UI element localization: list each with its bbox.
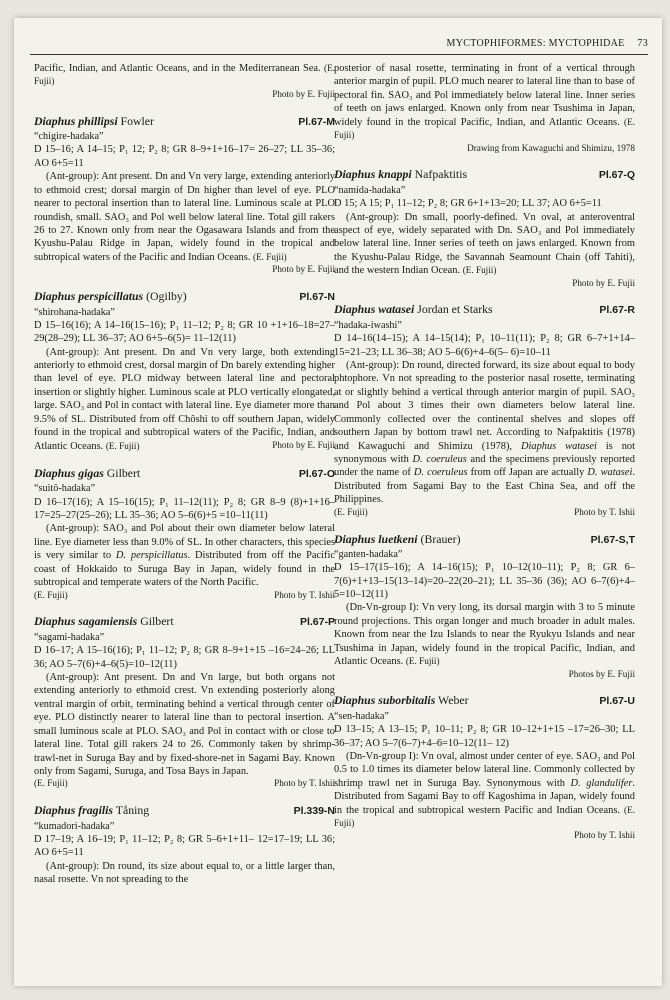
species-author: Weber — [438, 693, 469, 708]
species-heading — [34, 614, 335, 630]
japanese-name: “shirohana-hadaka” — [34, 306, 115, 318]
photo-credit: Photo by E. Fujii — [272, 264, 335, 275]
species-name: Diaphus gigas — [34, 465, 104, 480]
photo-credit: Photo by T. Ishii — [574, 830, 635, 841]
right-column — [334, 62, 635, 842]
plate-ref: Pl.67-N — [299, 291, 335, 304]
species-entry-knappi — [334, 167, 635, 289]
species-heading — [34, 803, 335, 819]
species-description: (Ant-group): Ant present. Dn and Vn large, but both organs not extending anteriorly to ethmoid crest. Vn extending posteriorly along ventral margin of orbit, terminating behind a vertical through center of eye. PLO distinctly nearer to lateral line than to pectoral insertion. A small luminous scale at PLO. SAO₃ and Pol in contact with or close to lateral line. Total gill rakers 24 to 26. Commonly taken by shrimp-trawl-net in Suruga Bay and by fixed-shore-net in Sagami Bay. Known only from Sagami, Suruga, and Tosa Bays in Japan. — [34, 671, 335, 777]
species-entry-watasei — [334, 302, 635, 518]
page-number: 73 — [637, 38, 648, 49]
japanese-name: “hadaka-iwashi” — [334, 320, 402, 331]
species-description: (Ant-group): Ant present. Dn and Vn very large, both extending anteriorly to ethmoid crest, dorsal margin of Dn barely extending higher than level of eye. PLO midway between lateral line and pectoral insertion or slightly higher. Luminous scale at PLO vertically elongated, large. SAO₃ and Pol in contact with lateral line. Eye diameter more than 9.5% of SL. Distributed from off Chôshi to off southern Japan, widely found in the tropical and subtropical waters of the Pacific, Indian, and Atlantic Oceans. (E. Fujii) Photo by E. Fujii — [34, 346, 335, 452]
japanese-name: “kumadori-hadaka” — [34, 820, 115, 832]
left-column — [34, 62, 335, 887]
species-description: (Ant-group): Dn round, its size about equal to, or a little larger than, nasal rosette. Vn not spreading to the — [34, 860, 335, 886]
credit-line: (E. Fujii) Photo by T. Ishii — [34, 778, 335, 789]
species-name: Diaphus phillipsi — [34, 113, 118, 128]
meristic-counts: D 15–16; A 14–15; P₁ 12; P₂ 8; GR 8–9+1+16–17= 26–27; LL 35–36; AO 6+5=11 — [34, 144, 335, 169]
japanese-name: “sen-hadaka” — [334, 710, 389, 722]
species-entry-luetkeni — [334, 532, 635, 681]
fragilis-continuation — [334, 62, 635, 154]
japanese-name: “sagami-hadaka” — [34, 631, 105, 643]
species-entry-gigas — [34, 466, 335, 602]
japanese-name: “suitô-hadaka” — [34, 483, 96, 495]
drawing-credit: Drawing from Kawaguchi and Shimizu, 1978 — [467, 142, 635, 153]
plate-ref: Pl.67-U — [599, 695, 635, 708]
species-description: (Ant-group): SAO₃ and Pol about their own diameter below lateral line. Eye diameter less than 9.0% of SL. In other characters, this species is very similar to D. perspicillatus. Distributed from off the Pacific coast of Hokkaido to Suruga Bay in Japan, widely found in the subtropical and temperate waters of the North Pacific. — [34, 523, 335, 589]
species-description: (Dn-Vn-group I): Vn oval, almost under center of eye. SAO₃ and Pol 0.5 to 1.0 times its diameter below lateral line. Commonly collected by shrimp trawl net in Suruga Bay. Synonymous with D. glandulifer. Distributed from Sagami Bay to off Kagoshima in Japan, widely found in the tropical and subtropical western Pacific and Indian Oceans. (E. Fujii) — [334, 750, 635, 829]
credit-line: (E. Fujii) Photo by T. Ishii — [34, 589, 335, 600]
photo-credit: Photo by T. Ishii — [274, 778, 335, 789]
species-author: Jordan et Starks — [417, 302, 493, 317]
plate-ref: Pl.67-M — [298, 115, 335, 128]
plate-ref: Pl.339-N — [293, 805, 335, 818]
species-description: (Ant-group): Dn small, poorly-defined. Vn oval, at anteroventral aspect of eye, widely separated with Dn. SAO₃ and Pol immediately below lateral line. Inner series of teeth on jaws enlarged. Known from the Kyushu-Palau Ridge, the Savannah Seamount Chain (off Tahiti), and the western Indian Ocean. (E. Fujii) — [334, 211, 635, 277]
species-heading — [334, 302, 635, 318]
japanese-name: “chigire-hadaka” — [34, 131, 104, 143]
species-heading — [34, 289, 335, 305]
plate-ref: Pl.67-P — [299, 616, 335, 629]
species-description: (Dn-Vn-group I): Vn very long, its dorsal margin with 3 to 5 minute round projections. This organ longer and much broader in adult males. Known from near the Izu Islands to near the Ryukyu Islands and near Tsushima in Japan, widely found in the tropical Pacific, Indian, and Atlantic Oceans. (E. Fujii) — [334, 602, 635, 668]
plate-ref: Pl.67-O — [298, 467, 335, 480]
species-name: Diaphus sagamiensis — [34, 614, 138, 629]
species-entry-phillipsi — [34, 114, 335, 276]
running-header — [30, 38, 648, 55]
photo-credit: Photos by E. Fujii — [568, 668, 635, 679]
meristic-counts: D 15; A 15; P₁ 11–12; P₂ 8; GR 6+1+13=20; LL 37; AO 6+5=11 — [334, 198, 602, 210]
species-name: Diaphus fragilis — [34, 803, 113, 818]
species-heading — [334, 693, 635, 709]
photo-credit: Photo by T. Ishii — [274, 589, 335, 600]
plate-ref: Pl.67-S,T — [590, 533, 635, 546]
intro-entry — [34, 62, 335, 101]
species-description: (Ant-group): Dn round, directed forward, its size about equal to body phtophore. Vn not spreading to the posterior nasal rosette, terminating at or slightly behind a vertical through anterior margin of pupil. SAO₃ and Pol about 3 times their own diameters below lateral line. Commonly collected over the continental shelves and slopes off southern Japan by bottom trawl net. According to Nafpaktitis (1978) and Kawaguchi and Shimizu (1978), Diaphus watasei is not synonymous with D. coeruleus and the specimens previously reported under the name of D. coeruleus from off Japan are actually D. watasei. Distributed from Sagami Bay to the East China Sea, and off the Philippines. — [334, 360, 635, 506]
plate-ref: Pl.67-Q — [598, 169, 635, 182]
photo-credit: Photo by T. Ishii — [574, 506, 635, 517]
species-name: Diaphus watasei — [334, 302, 415, 317]
species-heading — [334, 167, 635, 183]
species-heading — [34, 466, 335, 482]
meristic-counts: D 15–17(15–16); A 14–16(15); P₁ 10–12(10–11); P₂ 8; GR 6–7(6)+1+13–15(13–14)=20–22(20–21); LL 35–36 (36); AO 6–7(6)+4–5=10–12(11) — [334, 562, 635, 601]
photo-credit: Photo by E. Fujii — [572, 277, 635, 288]
species-author: (Ogilby) — [146, 289, 187, 304]
meristic-counts: D 16–17; A 15–16(16); P₁ 11–12; P₂ 8; GR 8–9+1+15 –16=24–26; LL 36; AO 5–7(6)+4–6(5)=10–12(11) — [34, 645, 335, 670]
meristic-counts: D 17–19; A 16–19; P₁ 11–12; P₂ 8; GR 5–6+1+11– 12=17–19; LL 36; AO 6+5=11 — [34, 833, 335, 859]
species-heading — [34, 114, 335, 130]
plate-ref: Pl.67-R — [599, 304, 635, 317]
species-heading — [334, 532, 635, 548]
species-author: Fowler — [120, 113, 154, 128]
species-name: Diaphus suborbitalis — [334, 693, 436, 708]
meristic-counts: D 13–15; A 13–15; P₁ 10–11; P₂ 8; GR 10–12+1+15 –17=26–30; LL 36–37; AO 5–7(6–7)+4–6=10–12(11– 12) — [334, 724, 635, 749]
species-author: Gilbert — [106, 465, 141, 480]
species-entry-fragilis — [34, 803, 335, 886]
running-title: MYCTOPHIFORMES: MYCTOPHIDAE — [446, 38, 625, 49]
meristic-counts: D 16–17(16); A 15–16(15); P₁ 11–12(11); P₂ 8; GR 8–9 (8)+1+16–17=25–27(25–26); LL 35–36; AO 5–6(6)+5 =10–11(11) — [34, 496, 335, 522]
book-page — [14, 18, 662, 986]
species-entry-suborbitalis — [334, 693, 635, 842]
photo-credit: Photo by E. Fujii — [272, 439, 335, 450]
species-author: (Brauer) — [420, 531, 461, 546]
intro-photo-credit: Photo by E. Fujii — [272, 88, 335, 99]
species-author: Gilbert — [140, 614, 174, 629]
japanese-name: “namida-hadaka” — [334, 184, 406, 196]
species-entry-perspicillatus — [34, 289, 335, 453]
species-name: Diaphus knappi — [334, 167, 412, 182]
japanese-name: “ganten-hadaka” — [334, 549, 403, 561]
species-author: Tåning — [115, 803, 150, 818]
species-author: Nafpaktitis — [414, 167, 468, 182]
species-name: Diaphus luetkeni — [334, 531, 418, 546]
species-entry-sagamiensis — [34, 614, 335, 790]
meristic-counts: D 15–16(16); A 14–16(15–16); P₁ 11–12; P₂ 8; GR 10 +1+16–18=27–29(28–29); LL 36–37; AO 6+5–6(5)= 11–12(11) — [34, 319, 335, 345]
species-name: Diaphus perspicillatus — [34, 289, 144, 304]
credit-line: (E. Fujii) Photo by T. Ishii — [334, 506, 635, 517]
species-description: (Ant-group): Ant present. Dn and Vn very large, extending anteriorly to ethmoid crest; dorsal margin of Dn higher than level of eye. PLO nearer to pectoral insertion than to lateral line. Luminous scale at PLO roundish, small. SAO₃ and Pol well below lateral line. Total gill rakers 26 to 27. Known only from near the Ogasawara Islands and from the Kyushu-Palau Ridge in Japan, widely found in the tropical and subtropical waters of the Pacific and Indian Oceans. (E. Fujii) — [34, 171, 335, 263]
meristic-counts: D 14–16(14–15); A 14–15(14); P₁ 10–11(11); P₂ 8; GR 6–7+1+14–15=21–23; LL 36–38; AO 5–6(6)+4–6(5– 6)=10–11 — [334, 333, 635, 358]
intro-text: Pacific, Indian, and Atlantic Oceans, and in the Mediterranean Sea. (E. Fujii) — [34, 63, 336, 87]
species-description: posterior of nasal rosette, terminating in front of a vertical through anterior margin of pupil. PLO much nearer to lateral line than to base of pectoral fin. SAO₃ and Pol immediately below lateral line. Inner series of teeth on jaws enlarged. Known only from near Tsushima in Japan, widely found in the tropical Pacific, Indian, and Atlantic Oceans. (E. Fujii) — [334, 63, 635, 141]
